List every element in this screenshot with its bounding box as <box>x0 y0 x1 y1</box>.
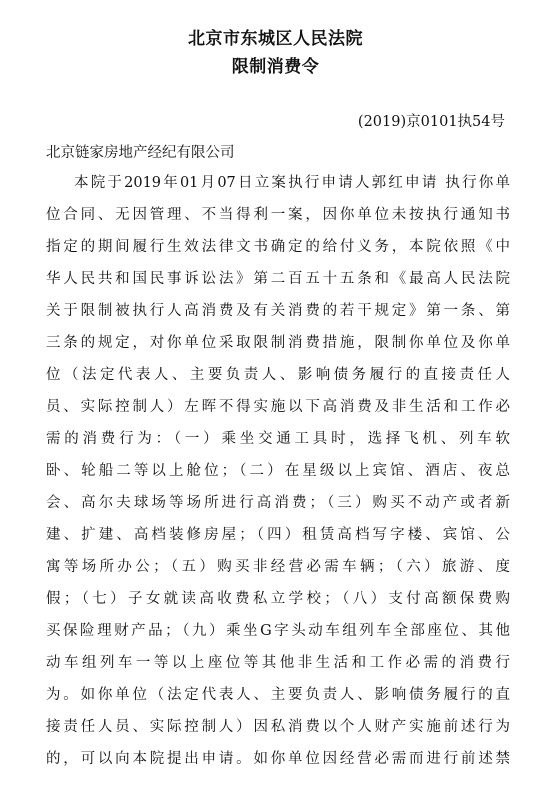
case-number: (2019)京0101执54号 <box>357 114 505 130</box>
body-line: 买保险理财产品；（九）乘坐G字头动车组列车全部座位、其他 <box>46 623 510 639</box>
body-line: 指定的期间履行生效法律文书确定的给付义务，本院依照《中 <box>46 239 510 255</box>
body-line: 本院于2019年01月07日立案执行申请人郭红申请 执行你单 <box>74 175 510 191</box>
body-line: 会、高尔夫球场等场所进行高消费；（三）购买不动产或者新 <box>46 495 510 511</box>
body-line: 位（法定代表人、主要负责人、影响债务履行的直接责任人 <box>46 367 510 383</box>
body-line: 寓等场所办公；（五）购买非经营必需车辆；（六）旅游、度 <box>46 559 510 575</box>
body-line: 华人民共和国民事诉讼法》第二百五十五条和《最高人民法院 <box>46 271 510 287</box>
body-line: 三条的规定，对你单位采取限制消费措施，限制你单位及你单 <box>46 335 510 351</box>
body-line: 的，可以向本院提出申请。如你单位因经营必需而进行前述禁 <box>46 751 510 767</box>
document-title: 限制消费令 <box>231 57 320 77</box>
body-line: 动车组列车一等以上座位等其他非生活和工作必需的消费行 <box>46 655 510 671</box>
body-line: 需的消费行为：（一）乘坐交通工具时，选择飞机、列车软 <box>46 431 510 447</box>
body-line: 关于限制被执行人高消费及有关消费的若干规定》第一条、第 <box>46 303 510 319</box>
recipient-name: 北京链家房地产经纪有限公司 <box>46 145 235 161</box>
body-line: 员、实际控制人）左晖不得实施以下高消费及非生活和工作必 <box>46 399 510 415</box>
body-line: 建、扩建、高档装修房屋；（四）租赁高档写字楼、宾馆、公 <box>46 527 510 543</box>
body-line: 为。如你单位（法定代表人、主要负责人、影响债务履行的直 <box>46 687 510 703</box>
body-line: 接责任人员、实际控制人）因私消费以个人财产实施前述行为 <box>46 719 510 735</box>
body-line: 卧、轮船二等以上舱位；（二）在星级以上宾馆、酒店、夜总 <box>46 463 510 479</box>
court-name: 北京市东城区人民法院 <box>188 29 363 49</box>
body-line: 假；（七）子女就读高收费私立学校；（八）支付高额保费购 <box>46 591 510 607</box>
body-line: 位合同、无因管理、不当得利一案，因你单位未按执行通知书 <box>46 207 510 223</box>
